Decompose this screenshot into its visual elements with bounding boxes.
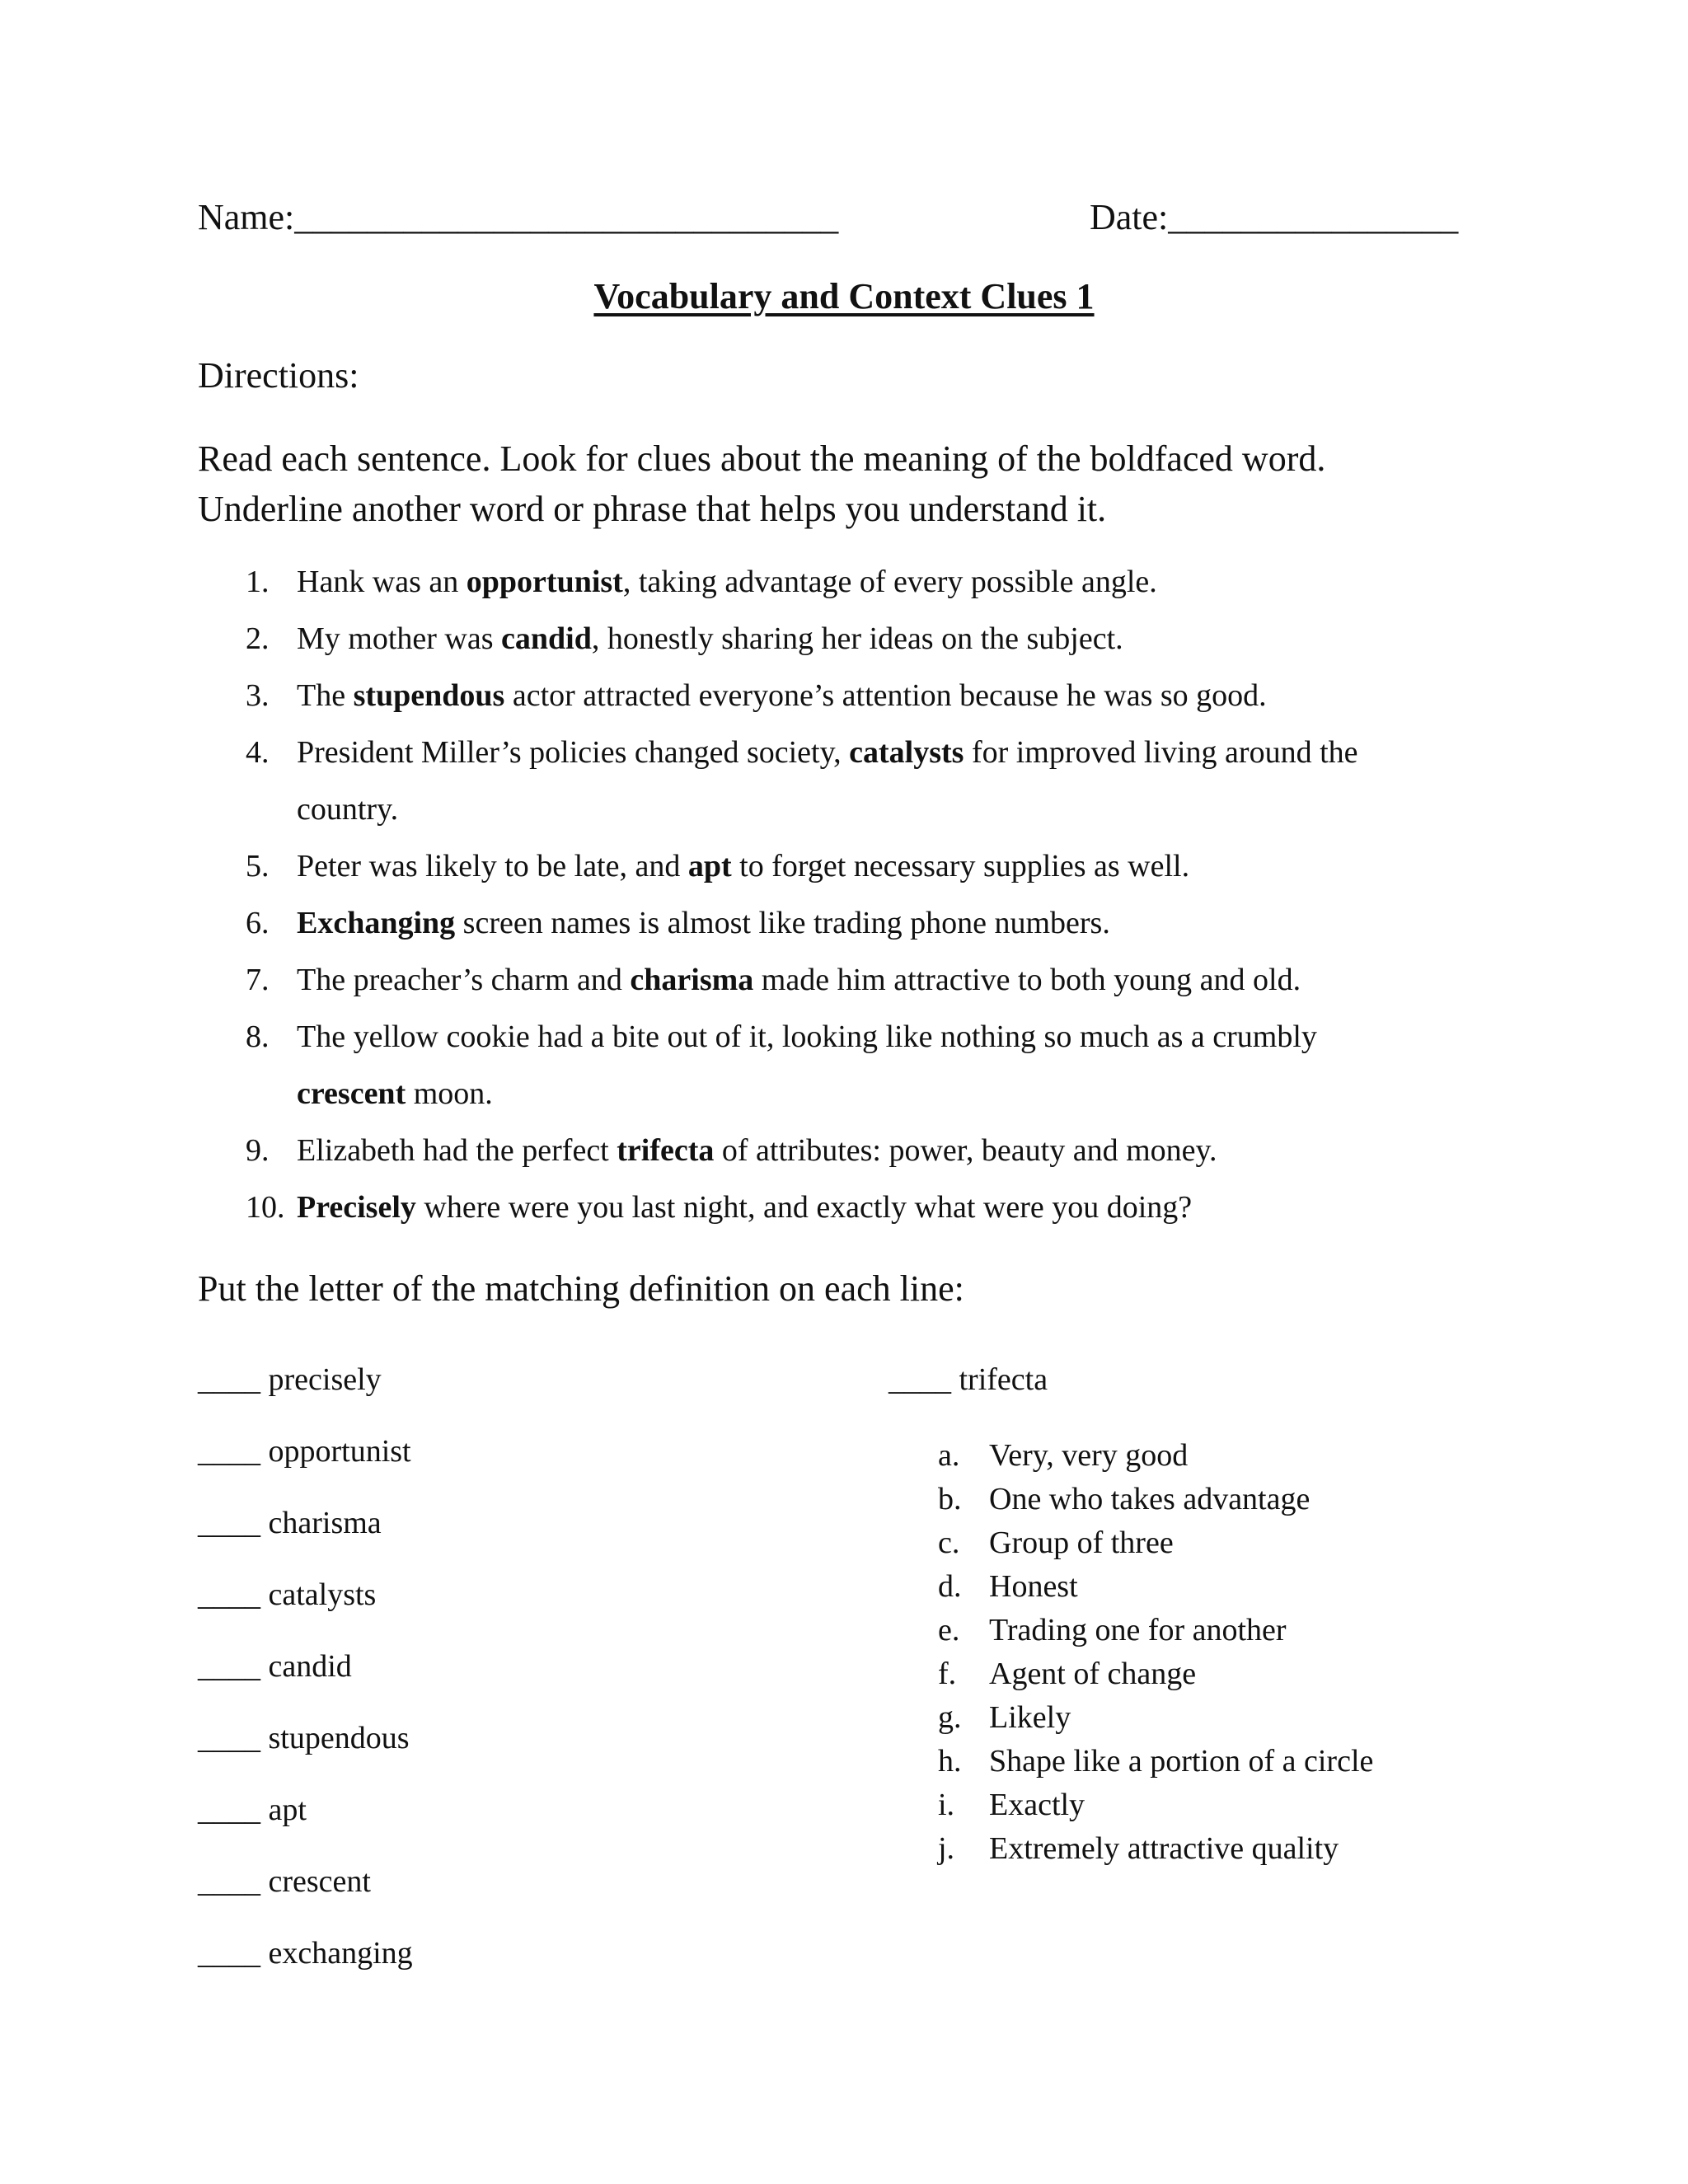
definition-letter: d. [938,1569,962,1604]
sentence-number: 4. [246,735,270,770]
matching-word-item[interactable]: ____ trifecta [889,1362,1048,1397]
definition-letter: b. [938,1482,962,1516]
page-title: Vocabulary and Context Clues 1 [593,276,1095,316]
name-field[interactable]: Name:______________________________ [198,197,839,237]
definition-letter: g. [938,1700,962,1735]
definition-text: Very, very good [989,1438,1189,1473]
sentence-number: 8. [246,1019,270,1054]
definition-letter: i. [938,1788,955,1822]
vocab-word: stupendous [353,678,505,713]
definition-text: Group of three [989,1526,1174,1560]
matching-heading: Put the letter of the matching definition on each line: [198,1268,964,1309]
sentence-text: Hank was an opportunist, taking advantage of every possible angle. [297,565,1157,599]
sentence-text: Elizabeth had the perfect trifecta of attributes: power, beauty and money. [297,1133,1217,1168]
sentence-text: Precisely where were you last night, and exactly what were you doing? [297,1190,1193,1225]
sentence-number: 2. [246,621,270,656]
sentence-text: The yellow cookie had a bite out of it, looking like nothing so much as a crumbly [297,1019,1317,1054]
sentence-number: 7. [246,963,270,997]
vocab-word: candid [501,621,592,656]
vocab-word: apt [687,849,732,883]
vocab-word: charisma [630,963,754,997]
matching-word-item[interactable]: ____ charisma [198,1506,382,1540]
sentence-text: My mother was candid, honestly sharing her ideas on the subject. [297,621,1123,656]
definition-text: Agent of change [989,1657,1197,1691]
matching-word-item[interactable]: ____ crescent [198,1864,371,1899]
sentence-number: 1. [246,565,270,599]
matching-word-item[interactable]: ____ precisely [198,1362,382,1397]
definition-letter: j. [938,1831,955,1866]
sentence-number: 10. [246,1190,285,1225]
definition-text: Likely [989,1700,1071,1735]
sentence-text: President Miller’s policies changed society, catalysts for improved living around the [297,735,1358,770]
definition-text: Extremely attractive quality [989,1831,1339,1866]
matching-word-item[interactable]: ____ apt [198,1793,307,1827]
directions-line-1: Read each sentence. Look for clues about the meaning of the boldfaced word. [198,438,1326,479]
directions-line-2: Underline another word or phrase that helps you understand it. [198,489,1107,529]
matching-word-item[interactable]: ____ candid [198,1649,352,1684]
vocab-word: trifecta [617,1133,715,1168]
matching-word-item[interactable]: ____ exchanging [198,1936,413,1971]
matching-word-item[interactable]: ____ stupendous [198,1721,410,1755]
sentence-text: The stupendous actor attracted everyone’s attention because he was so good. [297,678,1267,713]
sentence-number: 3. [246,678,270,713]
directions-text [198,434,1325,534]
vocab-word: Exchanging [297,906,456,940]
sentence-number: 6. [246,906,270,940]
directions-label: Directions: [198,355,359,396]
matching-word-list [198,1361,413,2007]
vocab-word: catalysts [849,735,964,770]
definition-letter: h. [938,1744,962,1779]
definition-text: Exactly [989,1788,1085,1822]
definition-text: One who takes advantage [989,1482,1311,1516]
date-field[interactable]: Date:________________ [1090,197,1459,237]
sentence-text: Peter was likely to be late, and apt to forget necessary supplies as well. [297,849,1190,883]
sentence-number: 9. [246,1133,270,1168]
matching-word-item[interactable]: ____ opportunist [198,1434,411,1469]
definition-letter: e. [938,1613,960,1647]
matching-word-item[interactable]: ____ catalysts [198,1577,377,1612]
definition-text: Trading one for another [989,1613,1287,1647]
sentence-number: 5. [246,849,270,883]
definition-text: Shape like a portion of a circle [989,1744,1374,1779]
definition-text: Honest [989,1569,1078,1604]
vocab-word: crescent [297,1076,406,1111]
definition-letter: c. [938,1526,960,1560]
sentence-text: The preacher’s charm and charisma made him attractive to both young and old. [297,963,1301,997]
definition-letter: f. [938,1657,957,1691]
vocab-word: Precisely [297,1190,416,1225]
sentence-text: Exchanging screen names is almost like trading phone numbers. [297,906,1110,940]
vocab-word: opportunist [466,565,623,599]
definition-letter: a. [938,1438,960,1473]
worksheet-page: Name:______________________________ Date:________________ Vocabulary and Context Clues 1 Directions: Read each sentence. Look for clues about the meaning of the boldfaced word. Underline another word or phrase that helps you understand it. 1. Hank was an opportunist, taking advantage of every possible angle. 2. My mother was candid, honestly sharing her ideas on the subject. 3. The stupendous actor attracted everyone’s attention because he was so good. 4. President Miller’s policies changed society, catalysts for improved living around the country. 5. Peter was likely to be late, and apt to forget necessary supplies as well. 6. Exchanging screen names is almost like trading phone numbers. 7. The preacher’s charm and charisma made him attractive to both young and old. 8. The yellow cookie had a bite out of it, looking like nothing so much as a crumbly crescent moon. 9. Elizabeth had the perfect trifecta of attributes: power, beauty and money. 10. Precisely where were you last night, and exactly what were you doing? Put the letter of the matching definition on each line: ____ precisely ____ opportunist ____ charisma ____ catalysts ____ candid ____ stupendous ____ apt ____ crescent ____ exchanging ____ trifecta a. Very, very good b. One who takes advantage c. Group of three d. Honest e. Trading one for another f. Agent of change g. Likely h. Shape like a portion of a circle i. Exactly j. Extremely attractive quality [0,0,1688,2184]
